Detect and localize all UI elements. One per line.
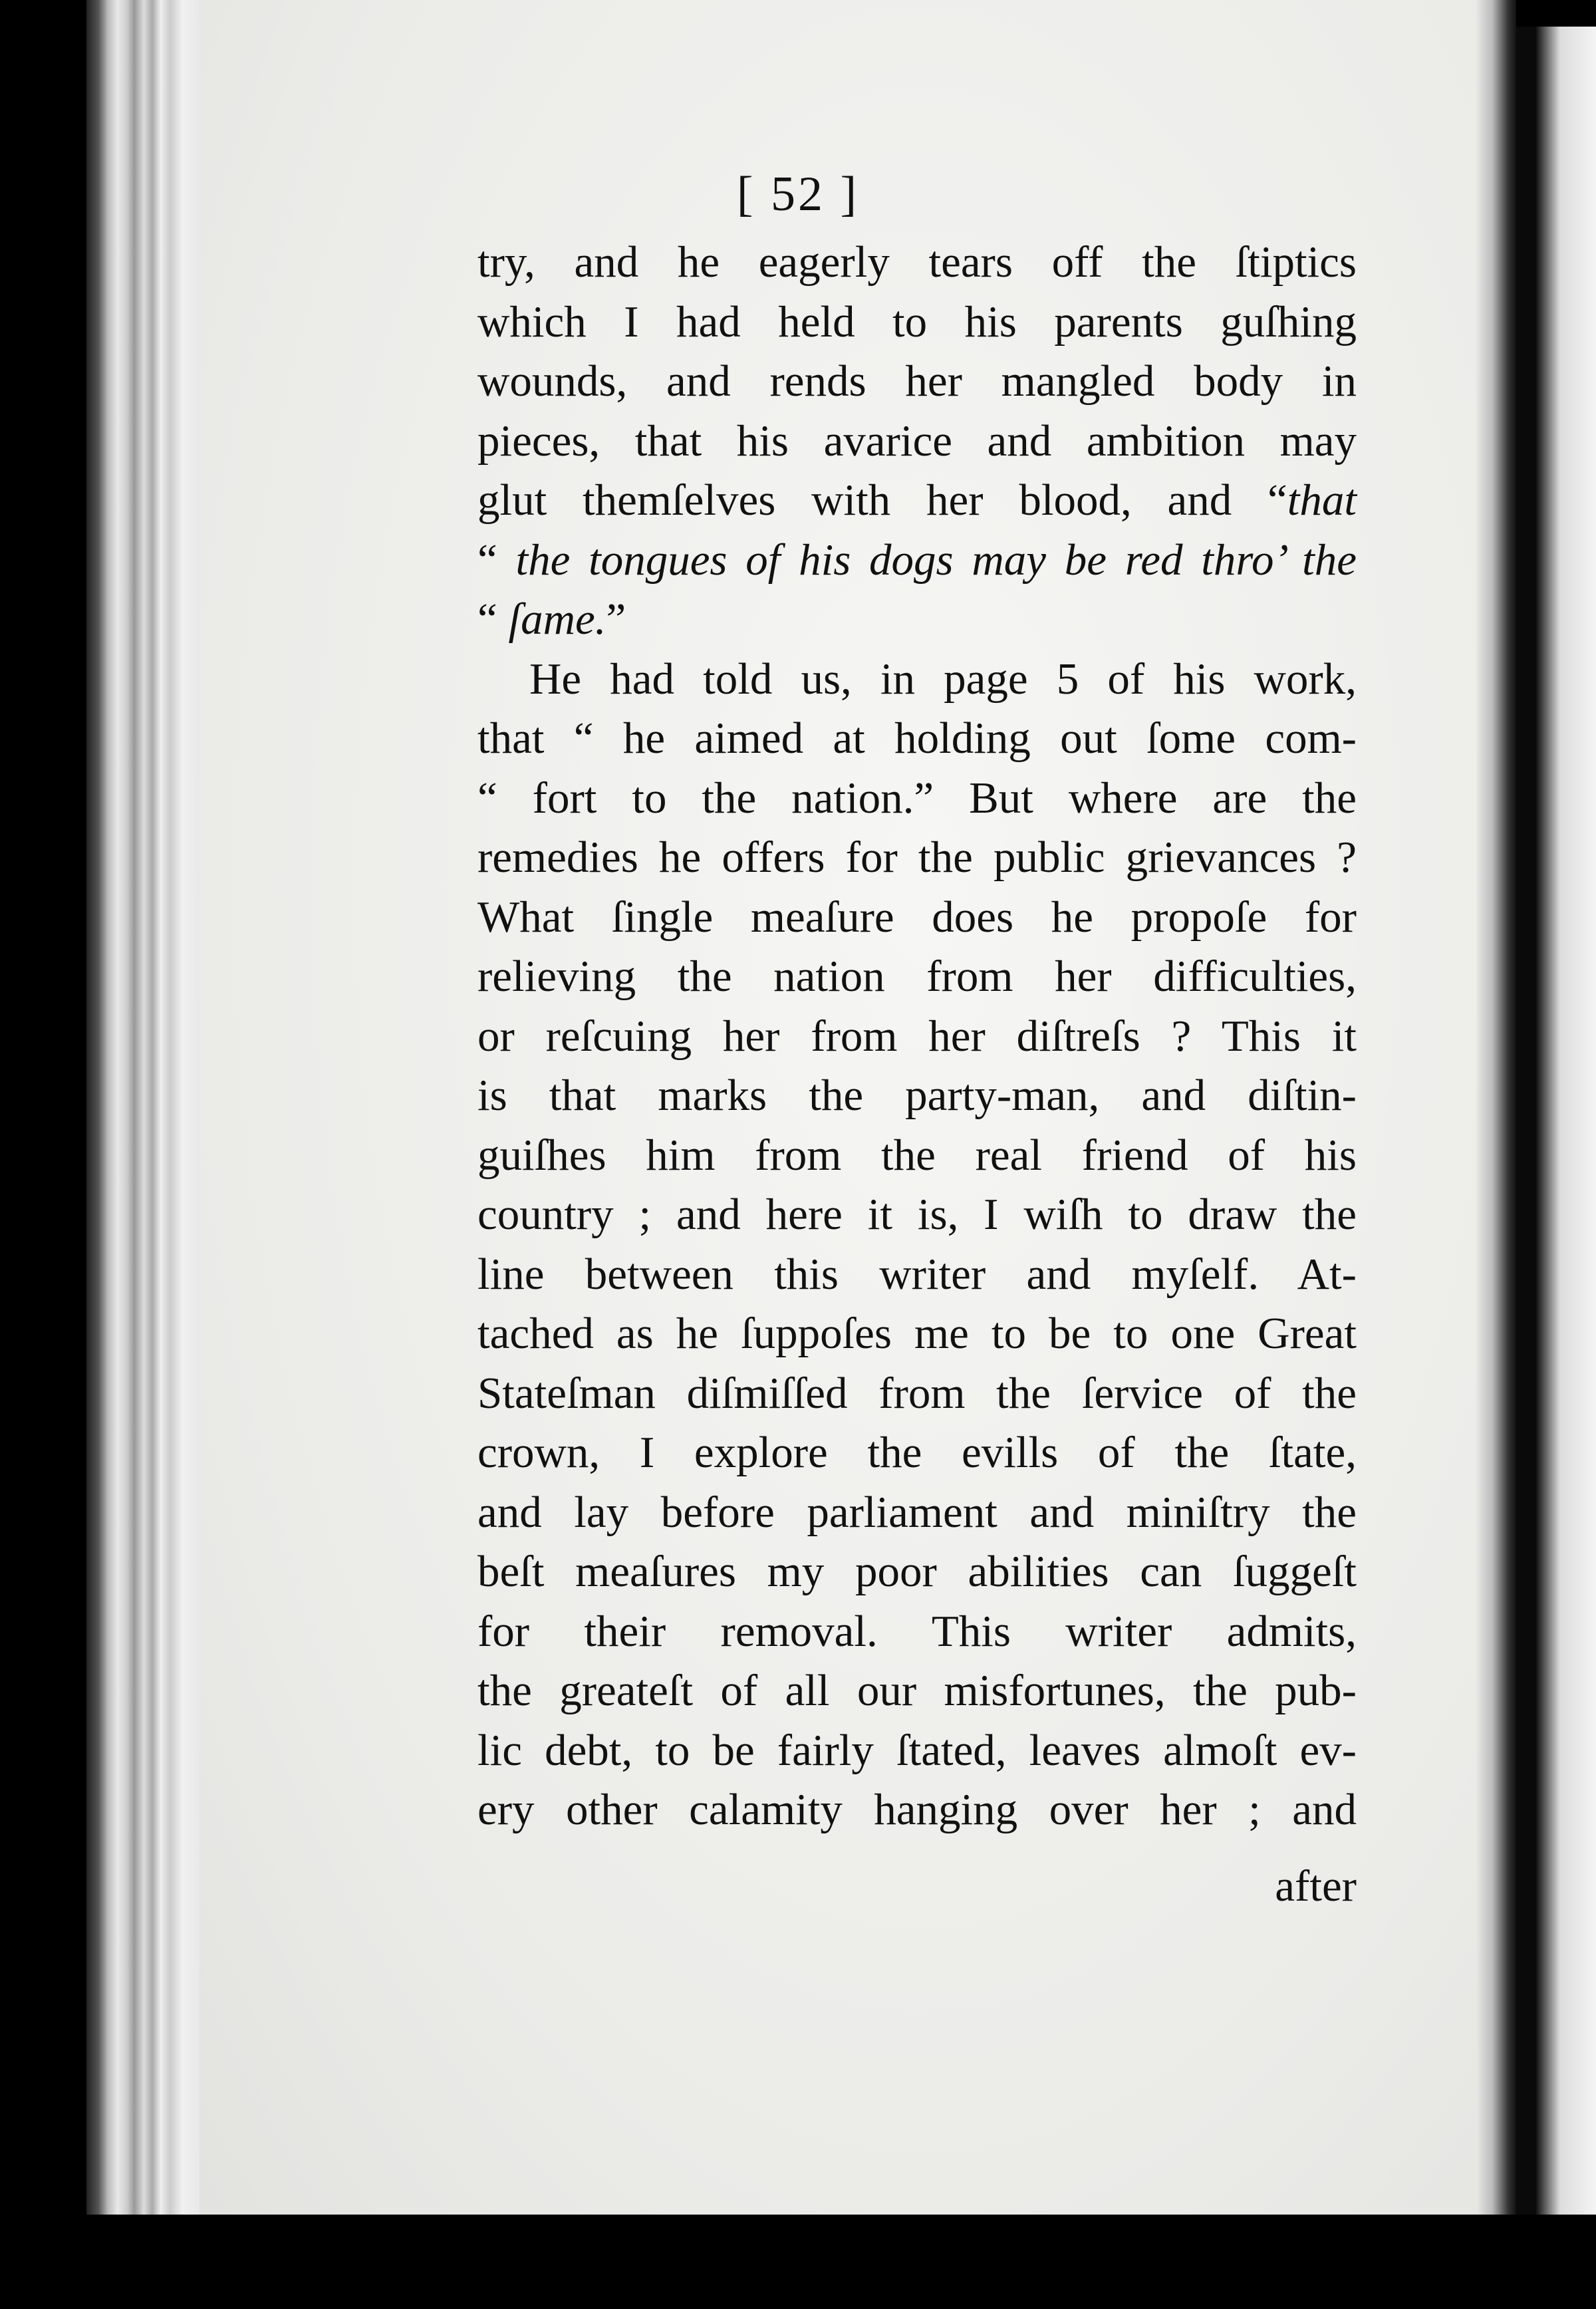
text-line (477, 947, 1357, 1007)
text-line (477, 650, 1357, 710)
text-line (477, 1423, 1357, 1483)
line-text: wounds, and rends her mangled body in (477, 356, 1357, 406)
text-line (477, 1602, 1357, 1662)
text-line (477, 531, 1357, 591)
scan-left-border (0, 0, 40, 2309)
line-text: is that marks the party-man, and diſtin- (477, 1071, 1357, 1120)
line-text: He had told us, in page 5 of his work, (529, 654, 1357, 704)
line-text: “ (477, 535, 516, 585)
text-line (477, 1721, 1357, 1781)
text-line (477, 233, 1357, 293)
line-text: guiſhes him from the real friend of his (477, 1130, 1357, 1180)
italic-quote: that (1287, 475, 1357, 525)
line-text: lic debt, to be fairly ſtated, leaves almoſt ev- (477, 1725, 1357, 1775)
text-line (477, 1185, 1357, 1245)
line-text: which I had held to his parents guſhing (477, 297, 1357, 346)
text-line (477, 1364, 1357, 1424)
closing-quote: ” (606, 595, 626, 644)
italic-quote: the tongues of his dogs may be red thro’ the (515, 535, 1357, 585)
text-line (477, 1245, 1357, 1305)
line-text: tached as he ſuppoſes me to be to one Great (477, 1309, 1357, 1358)
text-line (477, 769, 1357, 829)
line-text: What ſingle meaſure does he propoſe for (477, 892, 1357, 942)
scan-bottom-border (0, 2215, 1596, 2309)
body-text (477, 233, 1357, 1840)
text-line (477, 1542, 1357, 1602)
page-number: [ 52 ] (736, 167, 860, 221)
text-line (477, 1066, 1357, 1126)
line-text: “ (477, 595, 509, 644)
line-text: line between this writer and myſelf. At- (477, 1249, 1357, 1299)
text-line (477, 1007, 1357, 1067)
line-text: Stateſman diſmiſſed from the ſervice of the (477, 1368, 1357, 1418)
line-text: the greateſt of all our misfortunes, the pub- (477, 1666, 1357, 1715)
line-text: ery other calamity hanging over her ; and (477, 1785, 1357, 1834)
line-text: country ; and here it is, I wiſh to draw the (477, 1190, 1357, 1239)
catchword: after (1275, 1861, 1357, 1911)
line-text: “ fort to the nation.” But where are the (477, 773, 1357, 823)
line-text: that “ he aimed at holding out ſome com- (477, 714, 1357, 763)
text-line (477, 1483, 1357, 1543)
line-text: and lay before parliament and miniſtry the (477, 1487, 1357, 1537)
line-text: glut themſelves with her blood, and “ (477, 475, 1287, 525)
text-line (477, 1304, 1357, 1364)
line-text: crown, I explore the evills of the ſtate, (477, 1428, 1357, 1477)
line-text: or reſcuing her from her diſtreſs ? This it (477, 1011, 1357, 1061)
text-line (477, 293, 1357, 352)
line-text: remedies he offers for the public grievances ? (477, 833, 1357, 882)
text-line (477, 1126, 1357, 1186)
line-text: pieces, that his avarice and ambition may (477, 416, 1357, 466)
line-text: relieving the nation from her difficulties, (477, 952, 1357, 1001)
binding-gutter (1476, 0, 1516, 2221)
text-line (477, 828, 1357, 888)
text-line (477, 590, 1357, 650)
page-stack-edges (86, 0, 206, 2221)
text-line (477, 471, 1357, 531)
text-line (477, 1780, 1357, 1840)
facing-page-edge (1536, 27, 1596, 2221)
line-text: try, and he eagerly tears off the ſtiptics (477, 237, 1357, 287)
text-line (477, 888, 1357, 948)
text-line (477, 709, 1357, 769)
line-text: for their removal. This writer admits, (477, 1606, 1357, 1656)
text-line (477, 1661, 1357, 1721)
line-text: beſt meaſures my poor abilities can ſuggeſt (477, 1547, 1357, 1596)
italic-quote: ſame. (508, 595, 606, 644)
text-line (477, 352, 1357, 412)
text-line (477, 412, 1357, 472)
